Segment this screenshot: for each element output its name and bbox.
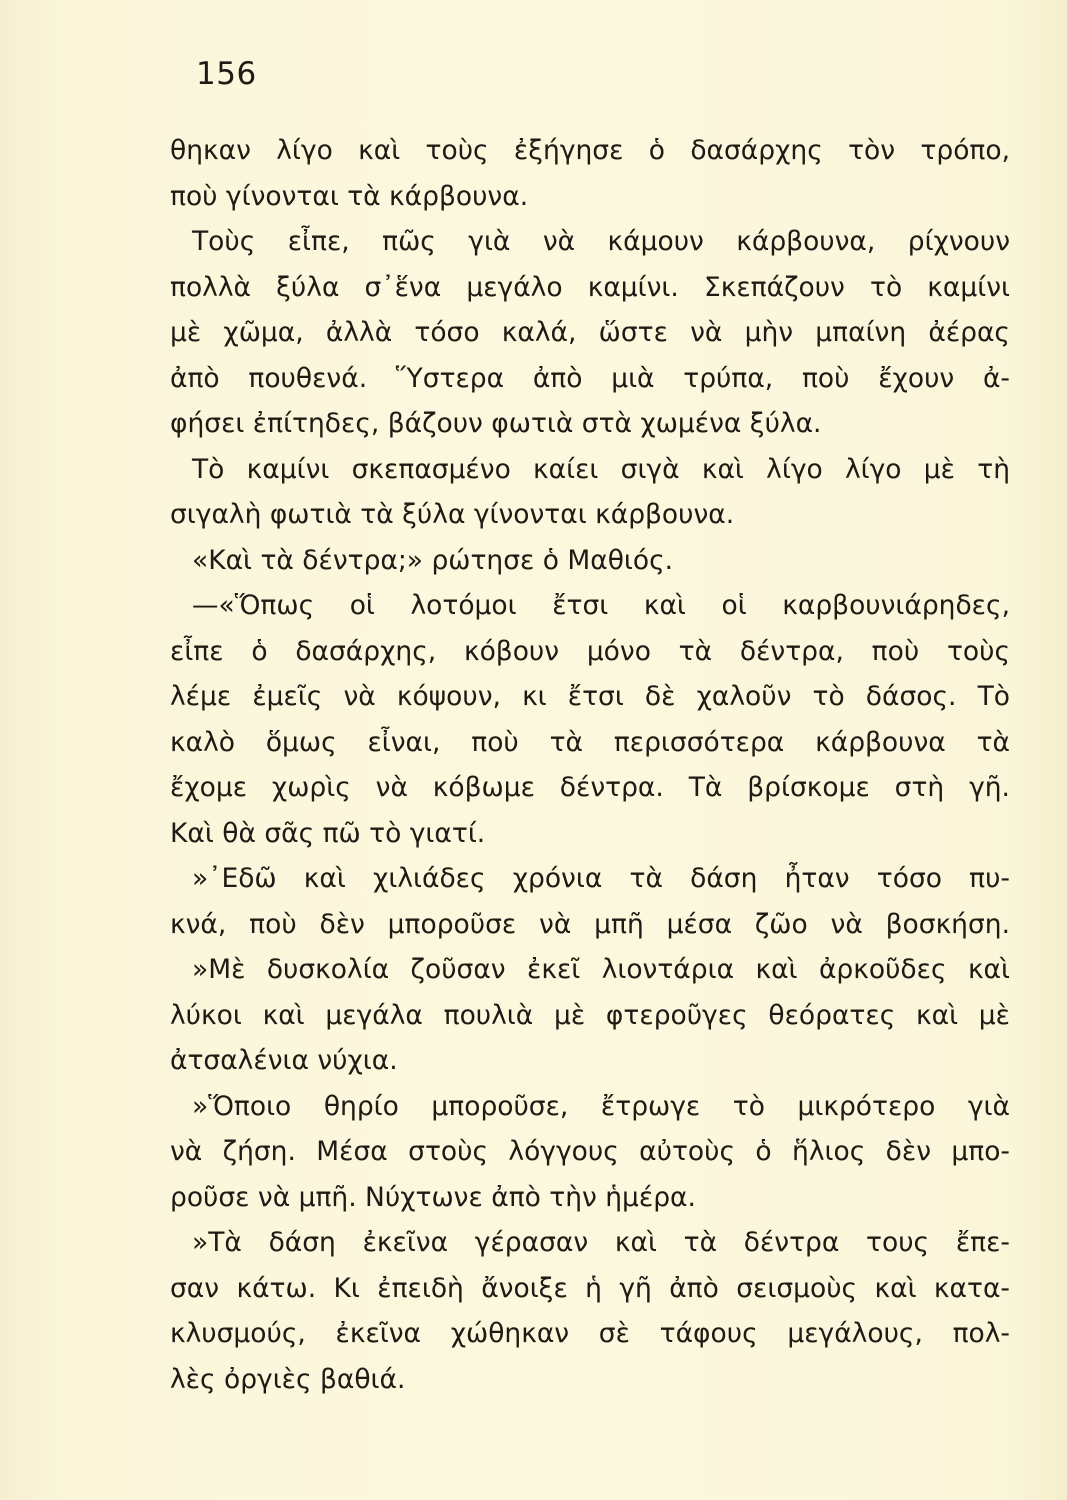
text-line: σιγαλὴ φωτιὰ τὰ ξύλα γίνονται κάρβουνα. <box>170 499 735 530</box>
text-line: Καὶ θὰ σᾶς πῶ τὸ γιατί. <box>170 817 486 849</box>
text-line: «Καὶ τὰ δέντρα;» ρώτησε ὁ Μαθιός. <box>192 544 674 576</box>
text-line: ἀτσαλένια νύχια. <box>170 1045 398 1076</box>
text-line: εἶπε ὁ δασάρχης, κόβουν μόνο τὰ δέντρα, ποὺ τοὺς <box>170 635 1010 667</box>
text-line: »Τὰ δάση ἐκεῖνα γέρασαν καὶ τὰ δέντρα τους ἔπε- <box>192 1227 1010 1258</box>
text-line: κνά, ποὺ δὲν μποροῦσε νὰ μπῆ μέσα ζῶο νὰ βοσκήση. <box>170 908 1010 940</box>
text-line: Τοὺς εἶπε, πῶς γιὰ νὰ κάμουν κάρβουνα, ρίχνουν <box>192 226 1010 257</box>
text-line: πολλὰ ξύλα σ᾽ἕνα μεγάλο καμίνι. Σκεπάζουν τὸ καμίνι <box>170 271 1010 303</box>
text-line: λέμε ἐμεῖς νὰ κόψουν, κι ἔτσι δὲ χαλοῦν τὸ δάσος. Τὸ <box>170 681 1010 712</box>
text-line: θηκαν λίγο καὶ τοὺς ἐξήγησε ὁ δασάρχης τὸν τρόπο, <box>170 135 1010 166</box>
text-line: σαν κάτω. Κι ἐπειδὴ ἄνοιξε ἡ γῆ ἀπὸ σεισμοὺς καὶ κατα- <box>170 1272 1010 1304</box>
text-line: »Ὅποιο θηρίο μποροῦσε, ἔτρωγε τὸ μικρότερο γιὰ <box>192 1090 1010 1122</box>
text-line: —«Ὅπως οἱ λοτόμοι ἔτσι καὶ οἱ καρβουνιάρηδες, <box>192 590 1010 621</box>
text-line: ἀπὸ πουθενά. Ὕστερα ἀπὸ μιὰ τρύπα, ποὺ ἔχουν ἀ- <box>170 362 1010 394</box>
text-line: ποὺ γίνονται τὰ κάρβουνα. <box>170 180 529 212</box>
page-number: 156 <box>196 56 257 92</box>
text-line: »Μὲ δυσκολία ζοῦσαν ἐκεῖ λιοντάρια καὶ ἀρκοῦδες καὶ <box>192 954 1010 985</box>
text-line: νὰ ζήση. Μέσα στοὺς λόγγους αὐτοὺς ὁ ἥλιος δὲν μπο- <box>170 1136 1010 1167</box>
text-line: καλὸ ὅμως εἶναι, ποὺ τὰ περισσότερα κάρβουνα τὰ <box>170 726 1010 758</box>
text-line: ροῦσε νὰ μπῆ. Νύχτωνε ἀπὸ τὴν ἡμέρα. <box>170 1181 696 1213</box>
text-line: »᾽Εδῶ καὶ χιλιάδες χρόνια τὰ δάση ἦταν τόσο πυ- <box>192 863 1010 894</box>
text-line: φήσει ἐπίτηδες, βάζουν φωτιὰ στὰ χωμένα ξύλα. <box>170 408 822 439</box>
body-text <box>170 128 1010 1402</box>
text-line: κλυσμούς, ἐκεῖνα χώθηκαν σὲ τάφους μεγάλους, πολ- <box>170 1318 1010 1349</box>
text-line: λὲς ὀργιὲς βαθιά. <box>170 1363 406 1395</box>
text-line: μὲ χῶμα, ἀλλὰ τόσο καλά, ὥστε νὰ μὴν μπαίνη ἀέρας <box>170 317 1010 348</box>
text-line: Τὸ καμίνι σκεπασμένο καίει σιγὰ καὶ λίγο λίγο μὲ τὴ <box>192 453 1010 485</box>
text-line: λύκοι καὶ μεγάλα πουλιὰ μὲ φτεροῦγες θεόρατες καὶ μὲ <box>170 999 1010 1031</box>
text-line: ἔχομε χωρὶς νὰ κόβωμε δέντρα. Τὰ βρίσκομε στὴ γῆ. <box>170 772 1010 803</box>
